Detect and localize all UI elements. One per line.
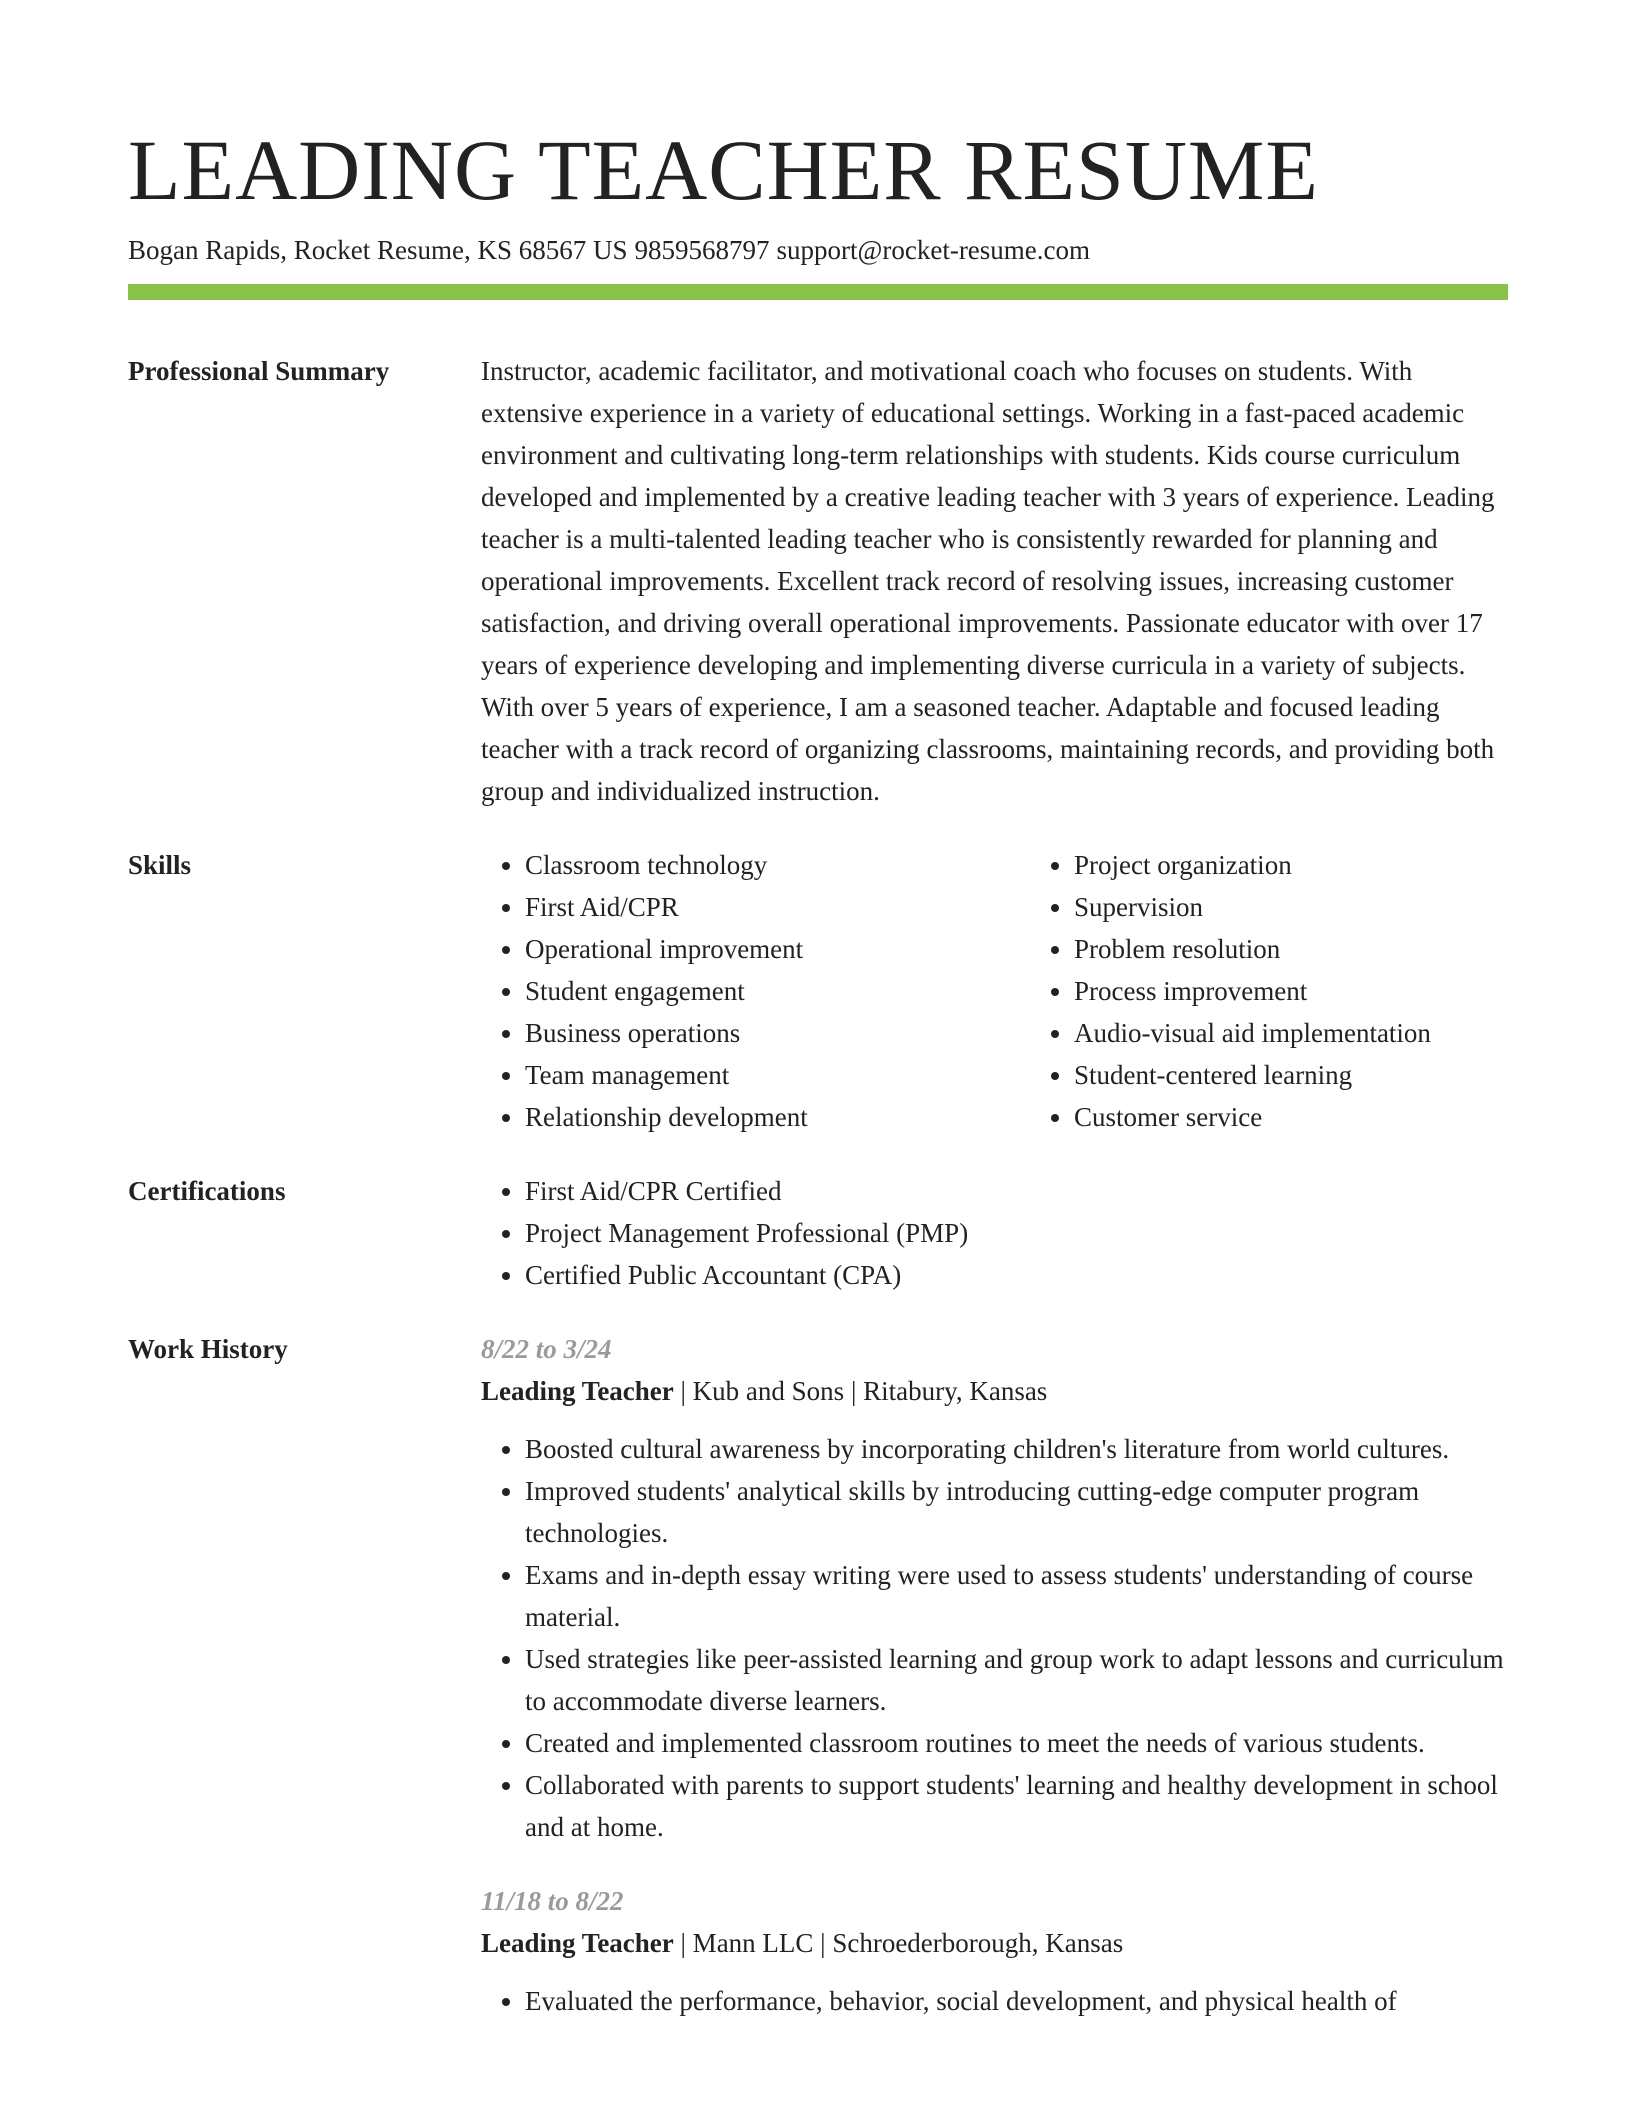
skill-item: • Student-centered learning [1074,1054,1579,1096]
job-heading [481,1922,1508,1964]
job-bullet: • Used strategies like peer-assisted learning and group work to adapt lessons and curriculum to accommodate diverse learners. [525,1638,1508,1722]
certifications-list [481,1170,1508,1296]
work-history-label: Work History [128,1334,288,1364]
job-title: Leading Teacher [481,1376,674,1406]
skill-item: • Classroom technology [525,844,1030,886]
certifications-label: Certifications [128,1176,286,1206]
job-bullets [481,1428,1508,1848]
resume-title: LEADING TEACHER RESUME [128,122,1319,218]
skills-section [128,844,1508,1138]
certification-item: • Certified Public Accountant (CPA) [525,1254,1508,1296]
skills-list-right [1030,844,1579,1138]
job-entry [481,1880,1508,2022]
job-bullet: • Evaluated the performance, behavior, social development, and physical health of [525,1980,1508,2022]
skill-item: • Operational improvement [525,928,1030,970]
skill-item: • First Aid/CPR [525,886,1030,928]
job-bullet: • Collaborated with parents to support students' learning and healthy development in school and at home. [525,1764,1508,1848]
job-bullet: • Improved students' analytical skills by introducing cutting-edge computer program technologies. [525,1470,1508,1554]
job-bullet: • Created and implemented classroom routines to meet the needs of various students. [525,1722,1508,1764]
contact-email: support@rocket-resume.com [776,235,1091,265]
summary-label: Professional Summary [128,356,390,386]
job-details: | Kub and Sons | Ritabury, Kansas [673,1376,1048,1406]
skill-item: • Audio-visual aid implementation [1074,1012,1579,1054]
skills-label: Skills [128,850,192,880]
resume-page [128,118,1508,2022]
skill-item: • Problem resolution [1074,928,1579,970]
contact-line [128,232,1508,268]
job-bullets [481,1980,1508,2022]
skill-item: • Relationship development [525,1096,1030,1138]
certifications-section [128,1170,1508,1296]
contact-address: Bogan Rapids, Rocket Resume, KS 68567 US [128,235,628,265]
job-bullet: • Exams and in-depth essay writing were used to assess students' understanding of course material. [525,1554,1508,1638]
skill-item: • Supervision [1074,886,1579,928]
summary-section [128,350,1508,812]
job-heading [481,1370,1508,1412]
job-entry [481,1328,1508,1848]
skills-list-left [481,844,1030,1138]
certification-item: • Project Management Professional (PMP) [525,1212,1508,1254]
skill-item: • Business operations [525,1012,1030,1054]
job-dates: 8/22 to 3/24 [481,1334,612,1364]
accent-divider [128,284,1508,300]
job-bullet: • Boosted cultural awareness by incorporating children's literature from world cultures. [525,1428,1508,1470]
skill-item: • Customer service [1074,1096,1579,1138]
skill-item: • Project organization [1074,844,1579,886]
summary-text: Instructor, academic facilitator, and motivational coach who focuses on students. With extensive experience in a variety of educational settings. Working in a fast-paced academic environment and cultivating long-term relationships with students. Kids course curriculum developed and implemented by a creative leading teacher with 3 years of experience. Leading teacher is a multi-talented leading teacher who is consistently rewarded for planning and operational improvements. Excellent track record of resolving issues, increasing customer satisfaction, and driving overall operational improvements. Passionate educator with over 17 years of experience developing and implementing diverse curricula in a variety of subjects. With over 5 years of experience, I am a seasoned teacher. Adaptable and focused leading teacher with a track record of organizing classrooms, maintaining records, and providing both group and individualized instruction. [481,356,1495,806]
skill-item: • Process improvement [1074,970,1579,1012]
work-history-section [128,1328,1508,2022]
contact-phone: 9859568797 [634,235,770,265]
skill-item: • Student engagement [525,970,1030,1012]
job-dates: 11/18 to 8/22 [481,1886,624,1916]
certification-item: • First Aid/CPR Certified [525,1170,1508,1212]
skill-item: • Team management [525,1054,1030,1096]
job-title: Leading Teacher [481,1928,674,1958]
job-details: | Mann LLC | Schroederborough, Kansas [673,1928,1124,1958]
